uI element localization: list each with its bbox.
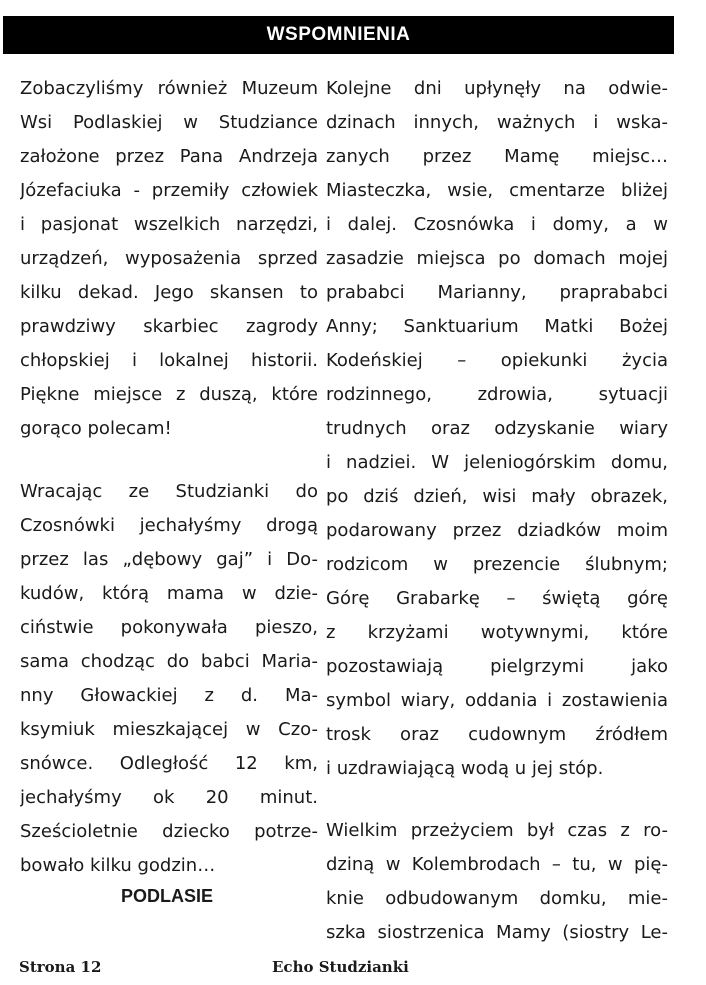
text-line: podarowany przez dziadków moim	[326, 520, 668, 541]
text-line: Zobaczyliśmy również Muzeum	[20, 78, 318, 99]
text-line: i pasjonat wszelkich narzędzi,	[20, 214, 318, 235]
text-line: bowało kilku godzin…	[20, 855, 216, 876]
footer-publication-name: Echo Studzianki	[272, 958, 409, 976]
section-title: WSPOMNIENIA	[266, 24, 411, 45]
text-line: rodzinnego, zdrowia, sytuacji	[326, 384, 668, 405]
section-header-bar	[3, 16, 674, 54]
text-line: zasadzie miejsca po domach mojej	[326, 248, 668, 269]
text-line: przez las „dębowy gaj” i Do-	[20, 549, 318, 570]
text-line: szka siostrzenica Mamy (siostry Le-	[326, 922, 668, 943]
text-line: dzinach innych, ważnych i wska-	[326, 112, 668, 133]
text-line: Piękne miejsce z duszą, które	[20, 384, 318, 405]
text-line: prababci Marianny, praprababci	[326, 282, 668, 303]
text-line: Józefaciuka - przemiły człowiek	[20, 180, 318, 201]
text-line: nny Głowackiej z d. Ma-	[20, 685, 318, 706]
right-column	[326, 72, 668, 950]
right-paragraph-2	[326, 814, 668, 950]
text-line: ksymiuk mieszkającej w Czo-	[20, 719, 318, 740]
text-line: Miasteczka, wsie, cmentarze bliżej	[326, 180, 668, 201]
text-line: gorąco polecam!	[20, 418, 172, 439]
text-line: jechałyśmy ok 20 minut.	[20, 787, 318, 808]
text-line: zanych przez Mamę miejsc…	[326, 146, 668, 167]
text-line: pozostawiają pielgrzymi jako	[326, 656, 668, 677]
text-line: z krzyżami wotywnymi, które	[326, 622, 668, 643]
text-line: sama chodząc do babci Maria-	[20, 651, 318, 672]
text-line: rodzicom w prezencie ślubnym;	[326, 554, 668, 575]
text-line: po dziś dzień, wisi mały obrazek,	[326, 486, 668, 507]
text-line: knie odbudowanym domku, mie-	[326, 888, 668, 909]
text-line: Anny; Sanktuarium Matki Bożej	[326, 316, 668, 337]
text-line: i uzdrawiającą wodą u jej stóp.	[326, 758, 604, 779]
section-heading-podlasie: PODLASIE	[120, 886, 213, 906]
text-line: trosk oraz cudownym źródłem	[326, 724, 668, 745]
text-line: założone przez Pana Andrzeja	[20, 146, 318, 167]
text-line: Kolejne dni upłynęły na odwie-	[326, 78, 668, 99]
text-line: Górę Grabarkę – świętą górę	[326, 588, 668, 609]
text-line: Wielkim przeżyciem był czas z ro-	[326, 820, 668, 841]
text-line: ciństwie pokonywała pieszo,	[20, 617, 318, 638]
text-line: Kodeńskiej – opiekunki życia	[326, 350, 668, 371]
text-line: symbol wiary, oddania i zostawienia	[326, 690, 668, 711]
text-line: kilku dekad. Jego skansen to	[20, 282, 318, 303]
text-line: Sześcioletnie dziecko potrze-	[20, 821, 318, 842]
text-line: urządzeń, wyposażenia sprzed	[20, 248, 318, 269]
footer-page-number: Strona 12	[19, 958, 102, 976]
left-paragraph-1	[20, 72, 318, 446]
text-line: Wsi Podlaskiej w Studziance	[20, 112, 318, 133]
text-line: prawdziwy skarbiec zagrody	[20, 316, 318, 337]
text-line: snówce. Odległość 12 km,	[20, 753, 318, 774]
text-line: i dalej. Czosnówka i domy, a w	[326, 214, 668, 235]
text-line: kudów, którą mama w dzie-	[20, 583, 318, 604]
right-paragraph-1	[326, 72, 668, 786]
text-line: chłopskiej i lokalnej historii.	[20, 350, 318, 371]
text-line: Czosnówki jechałyśmy drogą	[20, 515, 318, 536]
left-column	[20, 72, 318, 883]
text-line: trudnych oraz odzyskanie wiary	[326, 418, 668, 439]
text-line: Wracając ze Studzianki do	[20, 481, 318, 502]
text-line: dziną w Kolembrodach – tu, w pię-	[326, 854, 668, 875]
left-paragraph-2	[20, 475, 318, 883]
text-line: i nadziei. W jeleniogórskim domu,	[326, 452, 668, 473]
